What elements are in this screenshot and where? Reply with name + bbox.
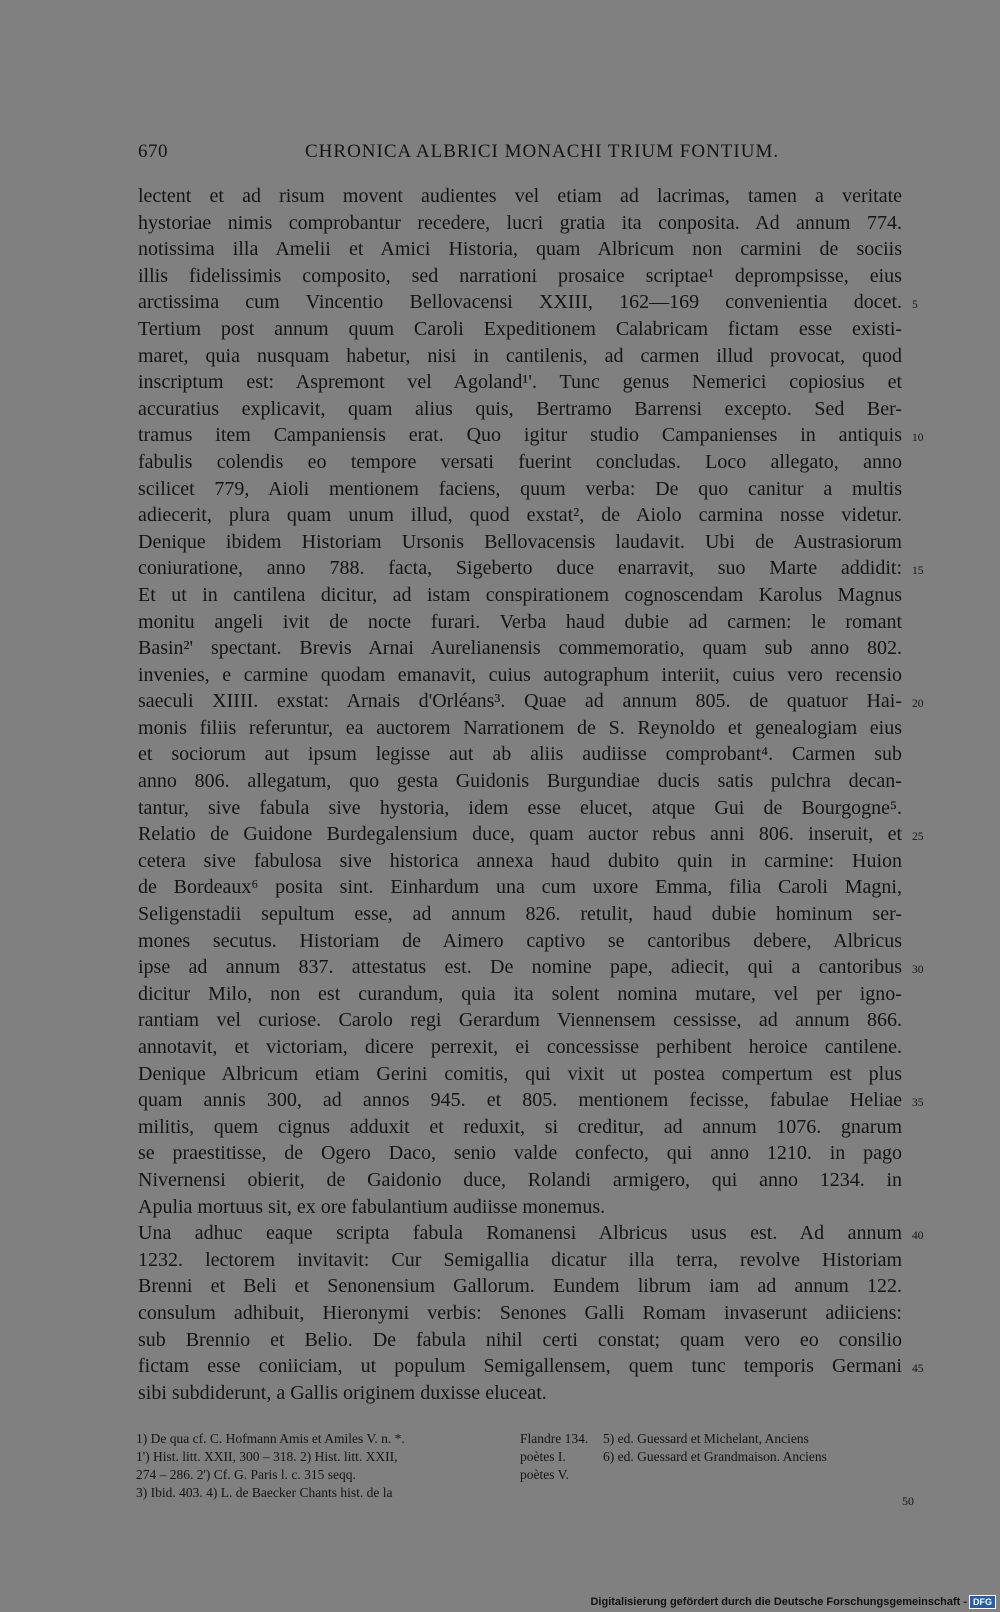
text-line-content: arctissima cum Vincentio Bellovacensi XXIII, 162—169 convenientia docet.: [138, 291, 903, 314]
text-line: [138, 928, 902, 955]
line-number: 35: [912, 1097, 924, 1110]
sheet-number: 50: [902, 1494, 914, 1508]
text-line: [138, 555, 924, 582]
text-line: [138, 1194, 902, 1221]
text-line-content: anno 806. allegatum, quo gesta Guidonis Burgundiae ducis satis pulchra decan-: [138, 770, 902, 793]
text-line: [138, 715, 902, 742]
text-line: [138, 1087, 924, 1114]
text-line-content: sub Brennio et Belio. De fabula nihil certi constat; quam vero eo consilio: [138, 1328, 903, 1351]
text-line-content: illis fidelissimis composito, sed narrationi prosaice scriptae¹ deprompsisse, eius: [138, 264, 902, 287]
text-line-content: Tertium post annum quum Caroli Expeditionem Calabricam fictam esse existi-: [138, 317, 903, 340]
text-line: [138, 901, 902, 928]
text-line: [138, 1353, 924, 1380]
line-number: 5: [912, 299, 918, 312]
text-line: [138, 1327, 902, 1354]
page-number: 670: [138, 141, 168, 162]
text-line: [138, 795, 902, 822]
running-title: CHRONICA ALBRICI MONACHI TRIUM FONTIUM.: [305, 141, 780, 162]
footnotes-column-3: [603, 1430, 827, 1466]
text-line-content: ipse ad annum 837. attestatus est. De nomine pape, adiecit, qui a cantoribus: [138, 956, 902, 979]
text-line: [138, 502, 902, 529]
text-line: [138, 236, 902, 263]
text-line: [138, 1007, 902, 1034]
line-number: 20: [912, 698, 924, 711]
text-line-content: consulum adhibuit, Hieronymi verbis: Senones Galli Romam invaserunt adiiciens:: [138, 1301, 902, 1324]
footnote-line: 6) ed. Guessard et Grandmaison. Anciens: [603, 1449, 827, 1464]
text-line: [138, 1114, 902, 1141]
text-line: [138, 821, 924, 848]
text-line-content: fabulis colendis eo tempore versati fuerint concludas. Loco allegato, anno: [138, 450, 902, 473]
text-line: [138, 981, 902, 1008]
text-line-content: coniuratione, anno 788. facta, Sigeberto duce enarravit, suo Marte addidit:: [138, 557, 902, 580]
text-line: [138, 263, 902, 290]
text-line-content: accuratius explicavit, quam alius quis, Bertramo Barrensi excepto. Sed Ber-: [138, 397, 903, 420]
text-line-content: se praestitisse, de Ogero Daco, senio valde confecto, qui anno 1210. in pago: [138, 1142, 903, 1165]
text-line-content: rantiam vel curiose. Carolo regi Gerardum Viennensem cessisse, ad annum 866.: [138, 1009, 903, 1032]
text-line-content: Una adhuc eaque scripta fabula Romanensi Albricus usus est. Ad annum: [138, 1222, 903, 1245]
line-number: 10: [912, 432, 924, 445]
text-line-content: Nivernensi obierit, de Gaidonio duce, Rolandi armigero, qui anno 1234. in: [138, 1168, 903, 1191]
text-line-content: sibi subdiderunt, a Gallis originem duxisse eluceat.: [138, 1381, 547, 1404]
footnote-line: 3) Ibid. 403. 4) L. de Baecker Chants hist. de la: [136, 1485, 393, 1500]
text-line: [138, 1300, 902, 1327]
text-line-content: Basin²' spectant. Brevis Arnai Aurelianensis commemoratio, quam sub anno 802.: [138, 637, 903, 660]
footnotes-column-2: [520, 1430, 588, 1484]
text-line-content: Denique Albricum etiam Gerini comitis, qui vixit ut postea compertum est plus: [138, 1062, 903, 1085]
dfg-logo: DFG: [969, 1595, 996, 1609]
text-line: [138, 449, 902, 476]
text-line: [138, 741, 902, 768]
text-line-content: maret, quia nusquam habetur, nisi in cantilenis, ad carmen illud provocat, quod: [138, 344, 903, 367]
text-line: [138, 582, 902, 609]
text-line-content: notissima illa Amelii et Amici Historia, quam Albricum non carmini de sociis: [138, 238, 903, 261]
line-number: 40: [912, 1230, 924, 1243]
credit-text: Digitalisierung gefördert durch die Deutsche Forschungsgemeinschaft -: [590, 1596, 967, 1608]
text-line: [138, 768, 902, 795]
text-line-content: cetera sive fabulosa sive historica annexa haud dubito quin in carmine: Huion: [138, 849, 903, 872]
text-line-content: dicitur Milo, non est curandum, quia ita solent nomina mutare, vel per igno-: [138, 982, 902, 1005]
text-line: [138, 316, 902, 343]
text-line-content: annotavit, et victoriam, dicere perrexit, ei concessisse perhibent heroice cantilene.: [138, 1036, 902, 1058]
footnote-line: Flandre 134.: [520, 1431, 589, 1446]
text-line-content: Brenni et Beli et Senonensium Gallorum. Eundem librum iam ad annum 122.: [138, 1275, 902, 1298]
text-line-content: inscriptum est: Aspremont vel Agoland¹'. Tunc genus Nemerici copiosius et: [138, 371, 903, 394]
text-line: [138, 1380, 902, 1407]
text-line: [138, 343, 902, 370]
text-line: [138, 662, 902, 689]
text-line-content: monitu angeli ivit de nocte furari. Verba haud dubie ad carmen: le romant: [138, 610, 903, 633]
text-line: [138, 183, 902, 210]
line-number: 45: [912, 1363, 924, 1376]
text-line: [138, 1247, 902, 1274]
footnote-line: 274 – 286. 2') Cf. G. Paris l. c. 315 seqq.: [136, 1467, 356, 1482]
text-line-content: Et ut in cantilena dicitur, ad istam conspirationem cognoscendam Karolus Magnus: [138, 583, 902, 606]
text-line: [138, 1167, 902, 1194]
body-text: [138, 183, 924, 1406]
footnote-line: 1) De qua cf. C. Hofmann Amis et Amiles V. n. *.: [136, 1431, 405, 1446]
text-line-content: Denique ibidem Historiam Ursonis Bellovacensis laudavit. Ubi de Austrasiorum: [138, 530, 902, 553]
text-line-content: Seligenstadii sepultum esse, ad annum 826. retulit, haud dubie hominum ser-: [138, 903, 903, 926]
text-line: [138, 635, 902, 662]
footnote-line: poètes I.: [520, 1449, 566, 1464]
footnotes-column-1: [136, 1430, 405, 1502]
text-line: [138, 1034, 902, 1061]
text-line-content: saeculi XIIII. exstat: Arnais d'Orléans³. Quae ad annum 805. de quatuor Hai-: [138, 690, 902, 713]
text-line-content: et sociorum aut ipsum legisse aut ab aliis audiisse comprobant⁴. Carmen sub: [138, 743, 902, 766]
footnote-line: 5) ed. Guessard et Michelant, Anciens: [603, 1431, 809, 1446]
text-line-content: militis, quem cignus adduxit et reduxit, si creditur, ad annum 1076. gnarum: [138, 1115, 903, 1138]
line-number: 30: [912, 964, 924, 977]
text-line-content: quam annis 300, ad annos 945. et 805. mentionem fecisse, fabulae Heliae: [138, 1089, 903, 1112]
text-line-content: 1232. lectorem invitavit: Cur Semigallia dicatur illa terra, revolve Historiam: [138, 1248, 903, 1271]
text-line: [138, 396, 902, 423]
text-line-content: fictam esse coniiciam, ut populum Semigallensem, quem tunc temporis Germani: [138, 1355, 902, 1378]
text-line: [138, 529, 902, 556]
text-line-content: monis filiis referuntur, ea auctorem Narrationem de S. Reynoldo et genealogiam eius: [138, 716, 903, 739]
text-line-content: de Bordeaux⁶ posita sint. Einhardum una cum uxore Emma, filia Caroli Magni,: [138, 876, 902, 899]
text-line-content: hystoriae nimis comprobantur recedere, lucri gratia ita conposita. Ad annum 774.: [138, 211, 902, 234]
text-line-content: tantur, sive fabula sive hystoria, idem esse elucet, atque Gui de Bourgogne⁵.: [138, 796, 902, 819]
footnote-line: 1') Hist. litt. XXII, 300 – 318. 2) Hist. litt. XXII,: [136, 1449, 398, 1464]
text-line: [138, 289, 918, 316]
text-line: [138, 1140, 902, 1167]
text-line: [138, 422, 924, 449]
text-line-content: lectent et ad risum movent audientes vel etiam ad lacrimas, tamen a veritate: [138, 185, 903, 207]
text-line-content: scilicet 779, Aioli mentionem faciens, quum verba: De quo canitur a multis: [138, 477, 902, 500]
line-number: 15: [912, 565, 924, 578]
line-number: 25: [912, 831, 924, 844]
text-line: [138, 476, 902, 503]
text-line: [138, 688, 924, 715]
text-line: [138, 609, 902, 636]
text-line-content: adiecerit, plura quam unum illud, quod exstat², de Aiolo carmina nosse videtur.: [138, 504, 902, 527]
text-line-content: tramus item Campaniensis erat. Quo igitur studio Campanienses in antiquis: [138, 424, 902, 447]
text-line-content: mones secutus. Historiam de Aimero captivo se cantoribus debere, Albricus: [138, 929, 902, 952]
text-line: [138, 1061, 902, 1088]
footnote-line: poètes V.: [520, 1467, 570, 1482]
text-line: [138, 954, 924, 981]
page-header: [138, 141, 912, 171]
text-line: [138, 848, 902, 875]
text-line-content: invenies, e carmine quodam emanavit, cuius autographum interiit, cuius vero recensio: [138, 663, 903, 686]
text-line: [138, 874, 902, 901]
text-line-content: Relatio de Guidone Burdegalensium duce, quam auctor rebus anni 806. inseruit, et: [138, 823, 903, 846]
text-line-content: Apulia mortuus sit, ex ore fabulantium audiisse monemus.: [138, 1195, 606, 1218]
text-line: [138, 369, 902, 396]
digitization-credit: [590, 1594, 996, 1610]
text-line: [138, 1220, 924, 1247]
text-line: [138, 210, 902, 237]
text-line: [138, 1273, 902, 1300]
